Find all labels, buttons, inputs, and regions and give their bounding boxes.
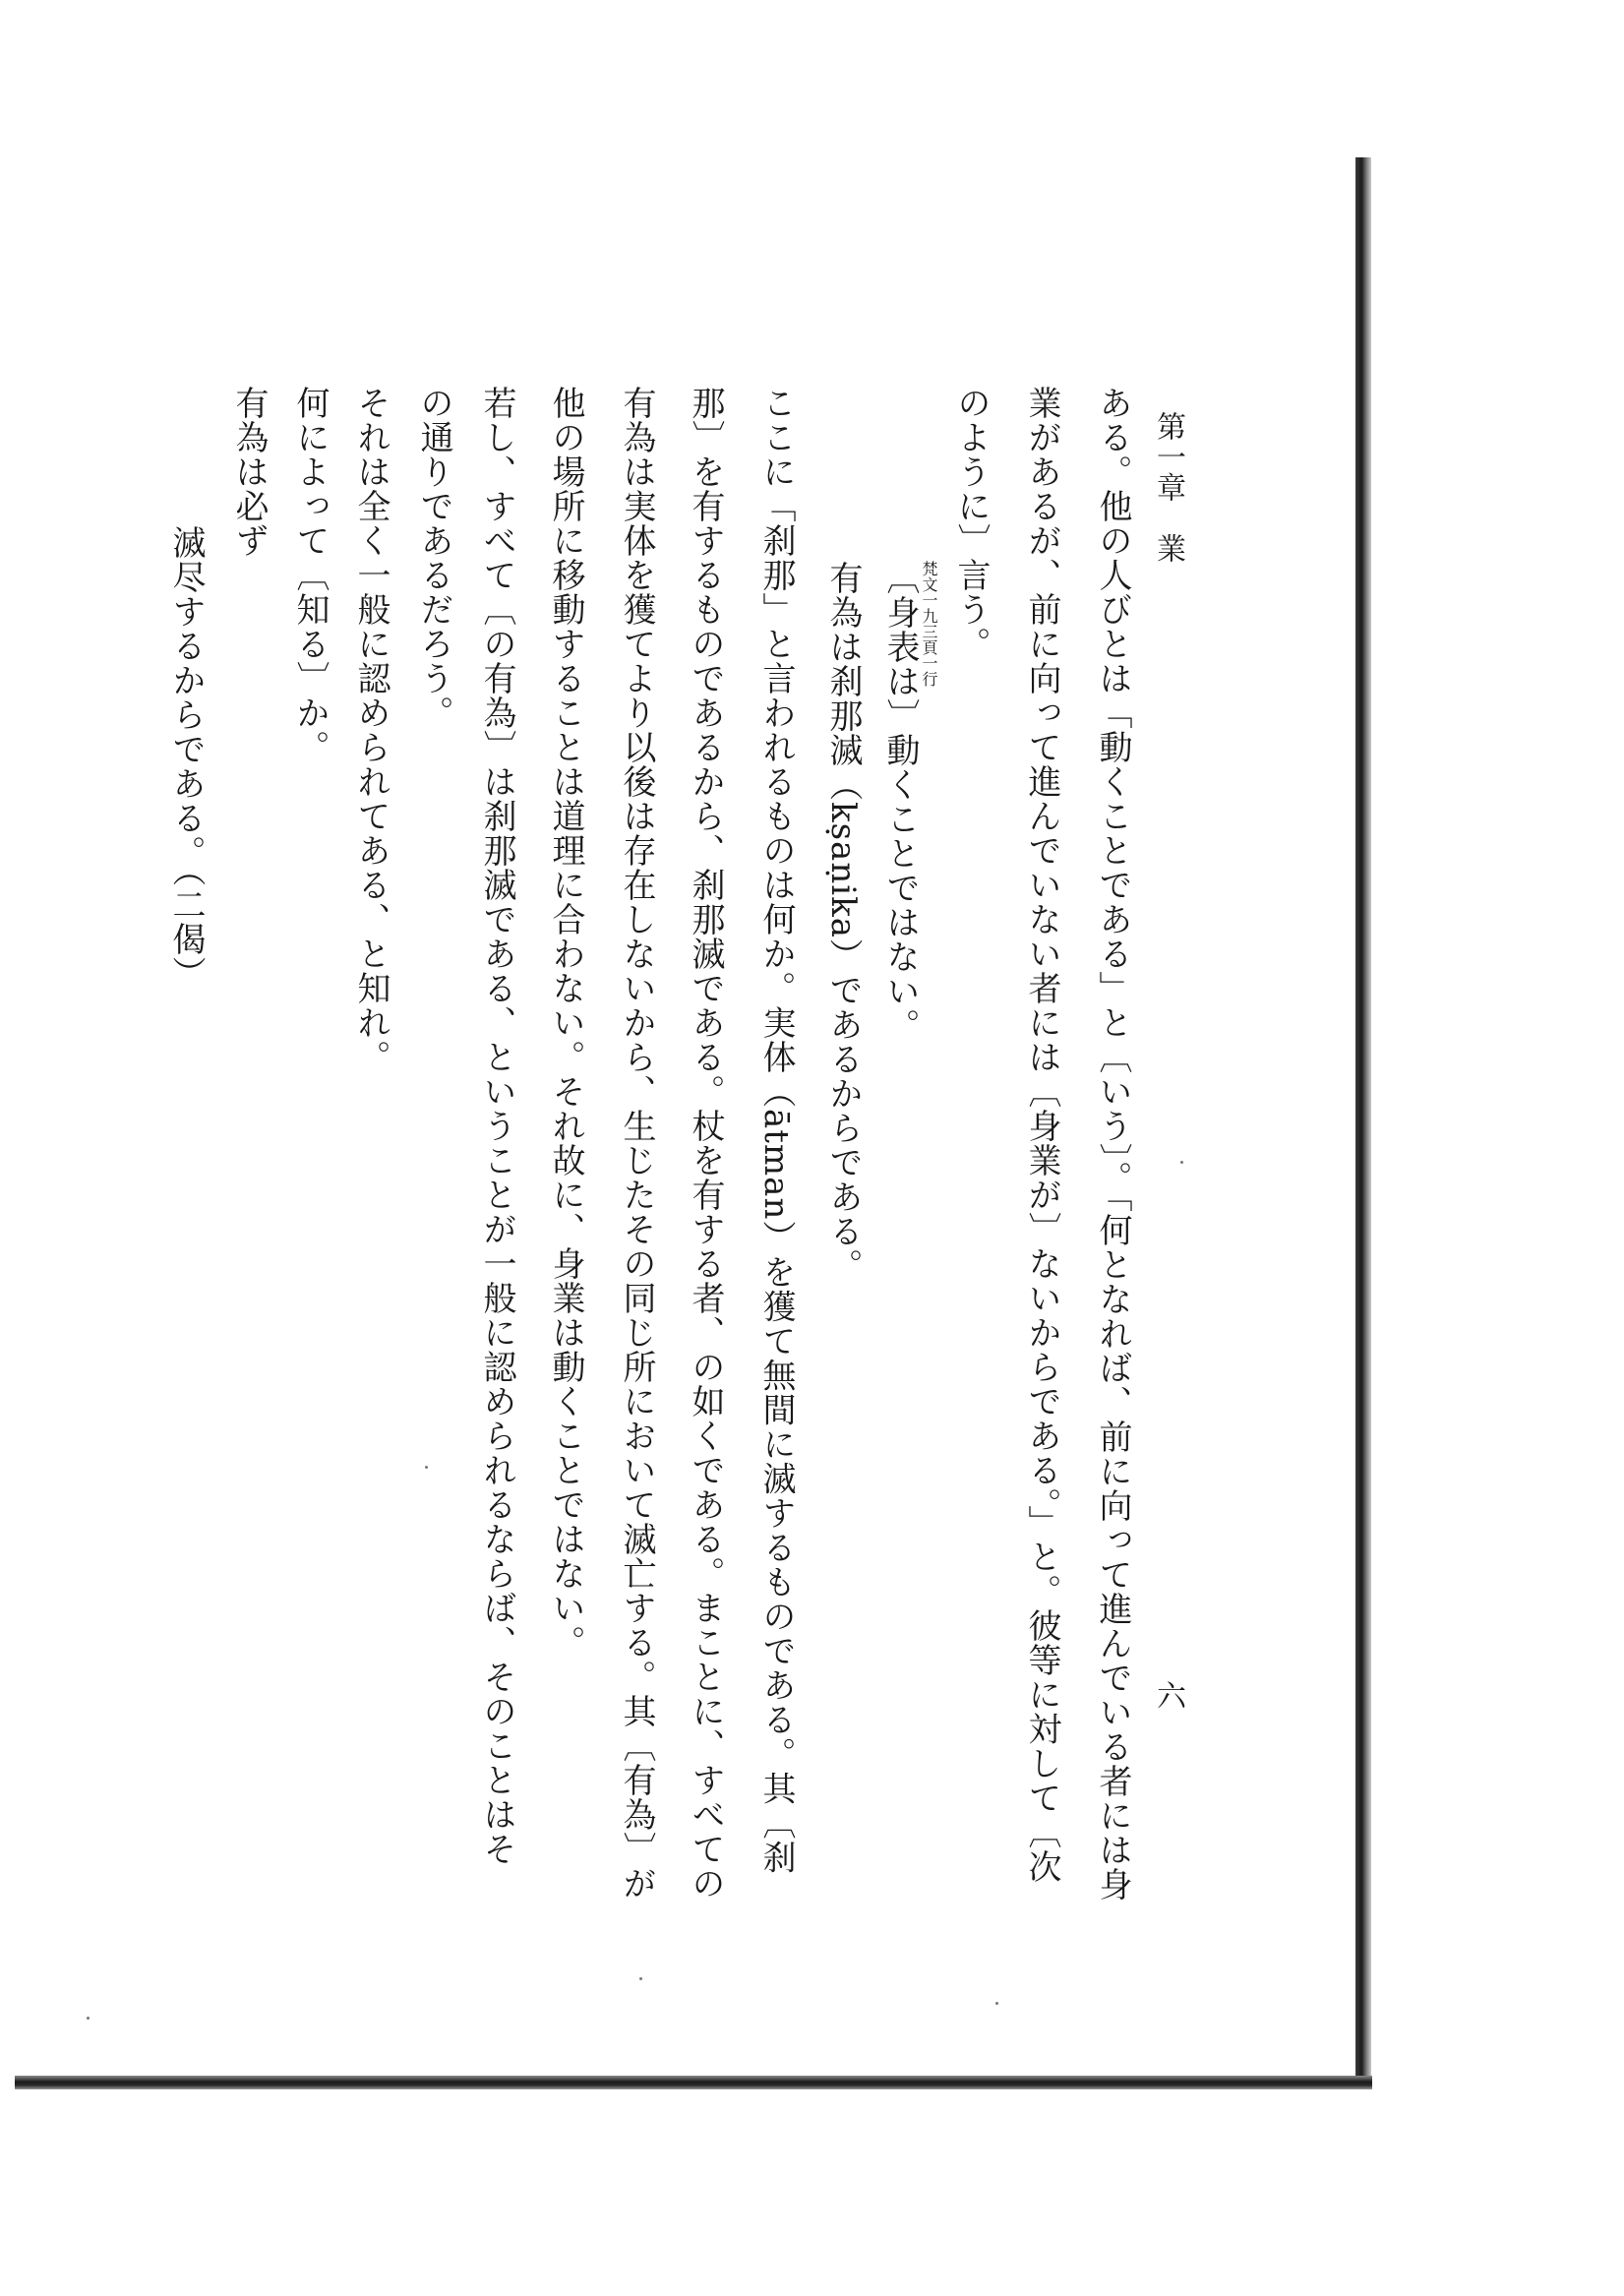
body-line: 有為は刹那滅（kṣaṇika）であるからである。: [823, 561, 863, 1283]
body-line: 若し、すべて〔の有為〕は刹那滅である、ということが一般に認められるならば、そのことはそ: [477, 386, 516, 1866]
body-line: 滅尽するからである。（二偈）: [166, 525, 206, 991]
scan-speck: [1180, 1161, 1183, 1164]
margin-note: 梵文一九三頁一行: [920, 561, 938, 687]
body-line: の通りであるだろう。: [414, 386, 453, 730]
page-number: 六: [1151, 1680, 1185, 1711]
body-line: 〔身表は〕動くことではない。: [880, 561, 920, 1043]
body-line: 那〕を有するものであるから、刹那滅である。杖を有する者、の如くである。まことに、すべての: [686, 386, 725, 1901]
scan-speck: [995, 2002, 998, 2005]
scan-speck: [425, 1466, 428, 1469]
body-line: のように〕言う。: [951, 386, 991, 661]
page-edge-right: [1355, 157, 1371, 2085]
body-line: 有為は実体を獲てより以後は存在しないから、生じたその同じ所において滅亡する。其〔有為〕が: [617, 386, 656, 1901]
body-line: 有為は必ず: [229, 386, 269, 558]
body-line: 他の場所に移動することは道理に合わない。それ故に、身業は動くことではない。: [546, 386, 585, 1660]
scan-speck: [87, 2017, 90, 2020]
body-line: 何によって〔知る〕か。: [290, 386, 330, 764]
body-line: それは全く一般に認められてある、と知れ。: [351, 386, 391, 1074]
body-line: ここに「刹那」と言われるものは何か。実体（ātman）を獲て無間に滅するものである。其〔刹: [756, 386, 796, 1875]
scan-speck: [639, 1977, 642, 1980]
body-line: 業があるが、前に向って進んでいない者には〔身業が〕ないからである。」と。彼等に対して〔次: [1022, 386, 1061, 1884]
page-edge-bottom: [15, 2076, 1372, 2089]
body-line: ある。他の人びとは「動くことである」と〔いう〕。「何となれば、前に向って進んでいる者には身: [1093, 386, 1132, 1902]
running-header: 第一章 業: [1151, 411, 1185, 564]
